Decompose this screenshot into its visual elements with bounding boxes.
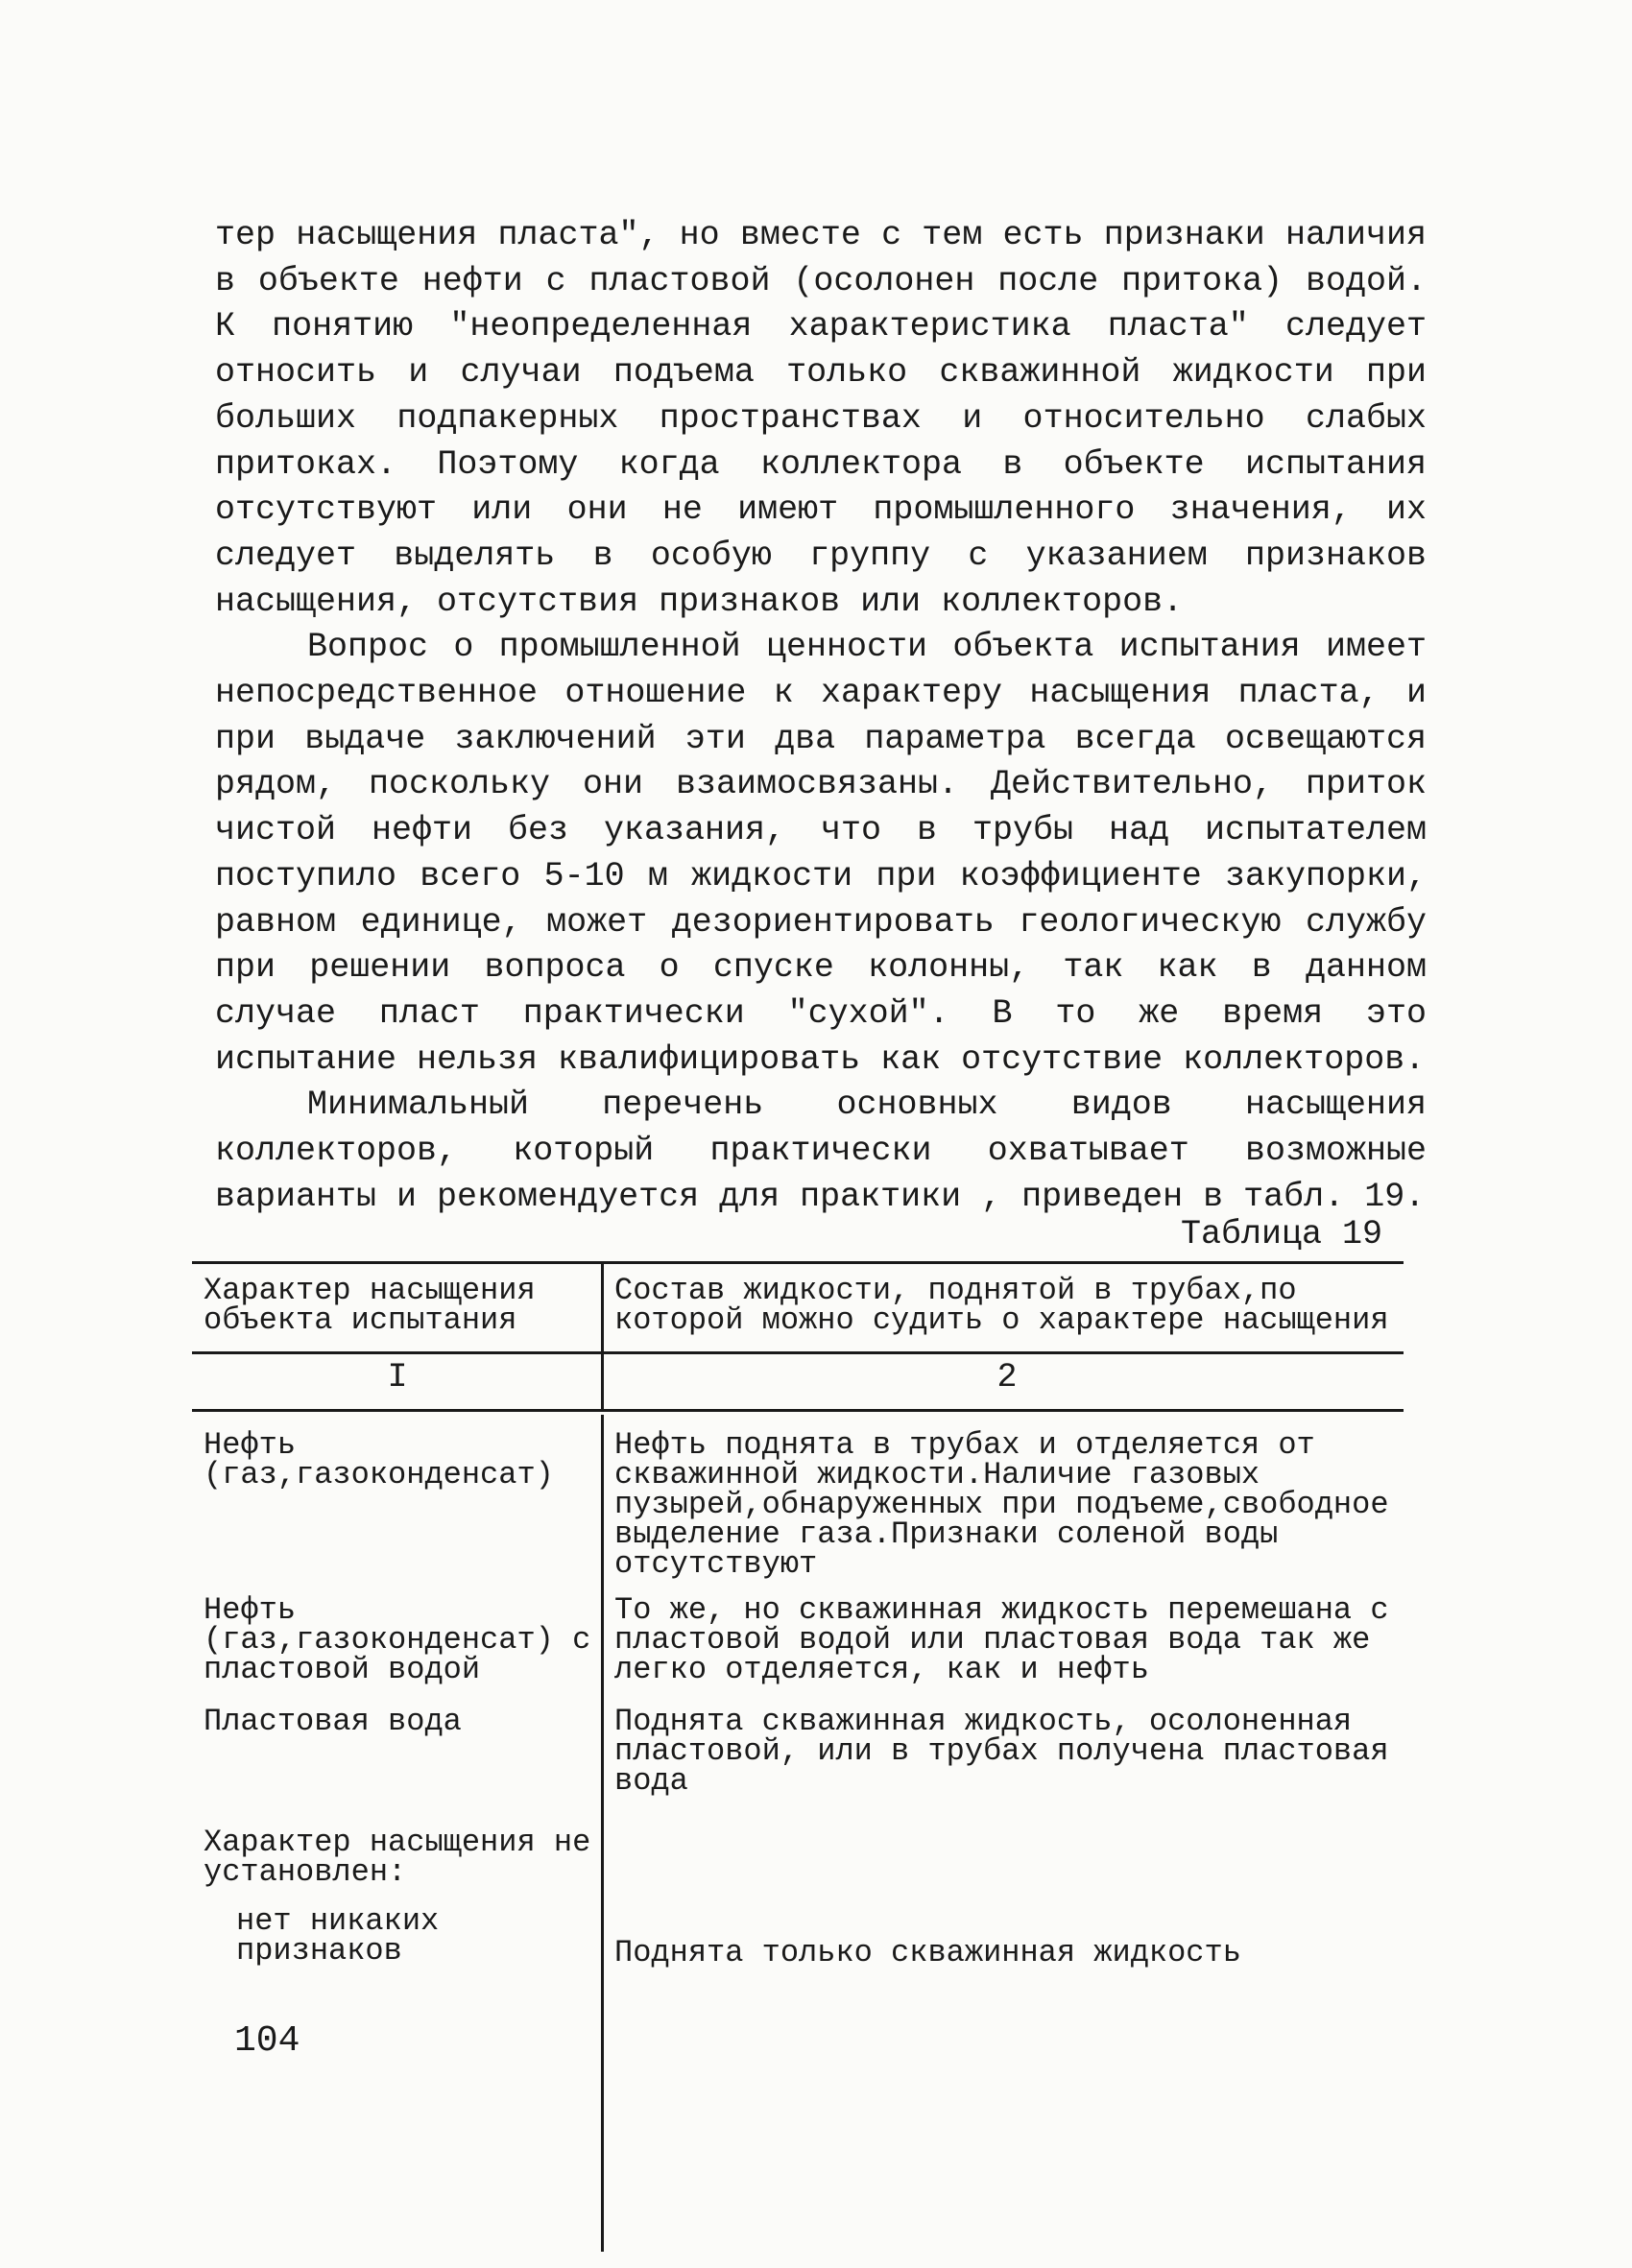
row-2-saturation: Нефть (газ,газоконденсат) с пластовой водой bbox=[204, 1592, 591, 1687]
column-divider-body bbox=[601, 1415, 604, 2252]
row-3-saturation: Пластовая вода bbox=[204, 1704, 462, 1739]
column-number-2: 2 bbox=[996, 1358, 1018, 1397]
table-caption: Таблица 19 bbox=[1180, 1215, 1382, 1253]
numbering-bottom-rule bbox=[192, 1409, 1404, 1412]
paragraph-2: Вопрос о промышленной ценности объекта испытания имеет непосредственное отношение к характеру насыщения пласта, и при выдаче заключений эти два параметра всегда освещаются рядом, поскольку они взаимосвязаны. Действительно, приток чистой нефти без указания, что в трубы над испытателем поступило всего 5-10 м жидкости при коэффициенте закупорки, равном единице, может дезориентировать геологическую службу при решении вопроса о спуске колонны, так как в данном случае пласт практически "сухой". В то же время это испытание нельзя квалифицировать как отсутствие коллекторов. bbox=[215, 628, 1427, 1079]
row-2-composition: То же, но скважинная жидкость перемешана с пластовой водой или пластовая вода так же легко отделяется, как и нефть bbox=[614, 1592, 1389, 1687]
header-bottom-rule bbox=[192, 1351, 1404, 1354]
header-fluid-composition: Состав жидкости, поднятой в трубах,по которой можно судить о характере насыщения bbox=[614, 1273, 1389, 1338]
paragraph-1: тер насыщения пласта", но вместе с тем есть признаки наличия в объекте нефти с пластовой (осолонен после притока) водой. К понятию "неопределенная характеристика пласта" следует относить и случаи подъема только скважинной жидкости при больших подпакерных пространствах и относительно слабых притоках. Поэтому когда коллектора в объекте испытания отсутствуют или они не имеют промышленного значения, их следует выделять в особую группу с указанием признаков насыщения, отсутствия признаков или коллекторов. bbox=[215, 216, 1427, 621]
paragraph-3: Минимальный перечень основных видов насыщения коллекторов, который практически охватывает возможные варианты и рекомендуется для практики , приведен в табл. 19. bbox=[215, 1086, 1427, 1216]
page-number: 104 bbox=[234, 2020, 300, 2062]
column-number-1: I bbox=[387, 1358, 408, 1397]
row-1-composition: Нефть поднята в трубах и отделяется от скважинной жидкости.Наличие газовых пузырей,обнаруженных при подъеме,свободное выделение газа.Признаки соленой воды отсутствуют bbox=[614, 1427, 1389, 1582]
row-5-saturation: нет никаких признаков bbox=[236, 1903, 440, 1969]
row-4-saturation: Характер насыщения не установлен: bbox=[204, 1825, 591, 1890]
row-1-saturation: Нефть (газ,газоконденсат) bbox=[204, 1427, 554, 1492]
table-top-rule bbox=[192, 1261, 1404, 1264]
header-saturation: Характер насыщения объекта испытания bbox=[204, 1273, 536, 1338]
row-5-composition: Поднята только скважинная жидкость bbox=[614, 1935, 1241, 1970]
body-text bbox=[215, 213, 1427, 1220]
column-divider-header bbox=[601, 1261, 604, 1409]
row-3-composition: Поднята скважинная жидкость, осолоненная пластовой, или в трубах получена пластовая вода bbox=[614, 1704, 1389, 1799]
